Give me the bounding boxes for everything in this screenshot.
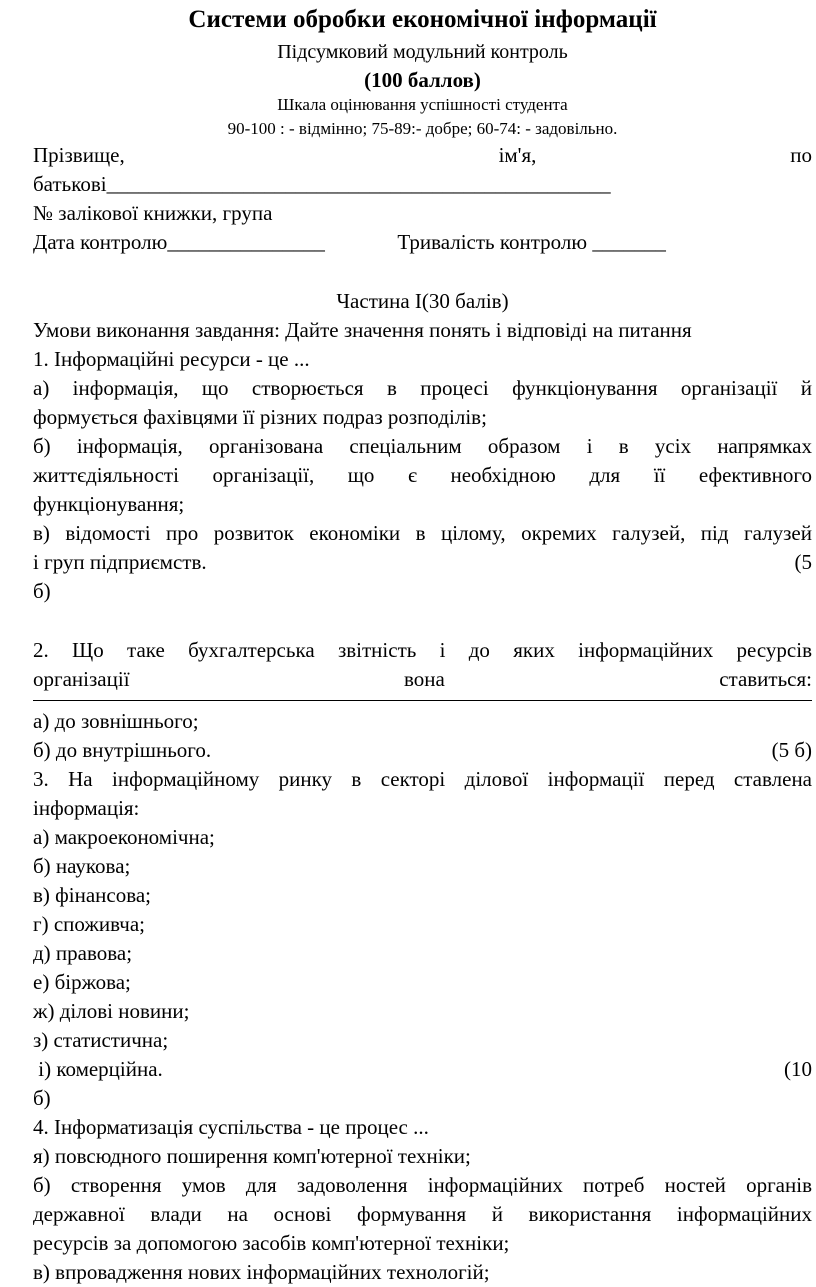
q1-option-c-line2-row — [33, 548, 812, 577]
duration-blank: _______ — [592, 230, 666, 254]
document-subtitle: Підсумковий модульний контроль — [277, 41, 568, 63]
date-blank: _______________ — [167, 230, 325, 254]
question-4: 4. Інформатизація суспільства - це процес ... — [33, 1115, 429, 1139]
spacer — [33, 606, 812, 636]
q1-score-end: б) — [33, 579, 51, 603]
q1-option-a-line1: а) інформація, що створюється в процесі функціонування організації й — [33, 376, 812, 400]
part-heading: Частина І(30 балів) — [336, 289, 509, 313]
question-1: 1. Інформаційні ресурси - це ... — [33, 347, 310, 371]
record-book-label: № залікової книжки, група — [33, 201, 273, 225]
q3-option: д) правова; — [33, 941, 133, 965]
q3-option: в) фінансова; — [33, 883, 152, 907]
q4-option-b-line2: державної влади на основі формування й використання інформаційних — [33, 1202, 812, 1226]
name-label: ім'я, — [498, 143, 537, 167]
question-3-line1: 3. На інформаційному ринку в секторі ділової інформації перед ставлена — [33, 767, 812, 791]
document-title: Системи обробки економічної інформації — [188, 6, 657, 33]
patronymic-label-start: по — [790, 143, 812, 167]
question-3-line2: інформація: — [33, 796, 140, 820]
q3-option: а) макроекономічна; — [33, 825, 215, 849]
question-2-line1: 2. Що таке бухгалтерська звітність і до яких інформаційних ресурсів — [33, 638, 812, 662]
q4-option-a: я) повсюдного поширення комп'ютерної техніки; — [33, 1144, 471, 1168]
date-label: Дата контролю — [33, 230, 168, 254]
patronymic-label-end: батькові — [33, 172, 107, 196]
q4-option-b-line3: ресурсів за допомогою засобів комп'ютерної техніки; — [33, 1231, 510, 1255]
q3-option: ж) ділові новини; — [33, 999, 190, 1023]
q3-option: е) біржова; — [33, 970, 131, 994]
q4-option-b-line1: б) створення умов для задоволення інформаційних потреб ностей органів — [33, 1173, 812, 1197]
q2-option-b-row — [33, 736, 812, 765]
q3-option: з) статистична; — [33, 1028, 169, 1052]
patronymic-blank: ________________________________________________ — [106, 172, 611, 196]
q2-option-b: б) до внутрішнього. — [33, 738, 212, 762]
answer-line — [33, 700, 812, 701]
q1-option-a-line2: формується фахівцями її різних подраз розподілів; — [33, 405, 487, 429]
q2-word-3: ставиться: — [719, 667, 812, 691]
q4-option-c: в) впровадження нових інформаційних технологій; — [33, 1260, 490, 1284]
question-2-line2 — [33, 665, 812, 694]
q2-score: (5 б) — [771, 738, 812, 762]
q2-word-1: організації — [33, 667, 130, 691]
q3-last-option-row — [33, 1055, 812, 1084]
q1-option-c-line2: і груп підприємств. — [33, 550, 207, 574]
q3-option: б) наукова; — [33, 854, 131, 878]
grading-scale-title: Шкала оцінювання успішності студента — [277, 95, 568, 114]
q3-option-last: і) комерційна. — [33, 1057, 163, 1081]
q2-word-2: вона — [403, 667, 445, 691]
student-name-row — [33, 141, 812, 170]
surname-label: Прізвище, — [33, 143, 125, 167]
instructions: Умови виконання завдання: Дайте значення понять і відповіді на питання — [33, 318, 692, 342]
q3-score-end: б) — [33, 1086, 51, 1110]
duration-label: Тривалість контролю — [397, 230, 588, 254]
grading-scale: 90-100 : - відмінно; 75-89:- добре; 60-74: - задовільно. — [227, 119, 618, 138]
q2-option-a: а) до зовнішнього; — [33, 709, 199, 733]
q1-option-c-line1: в) відомості про розвиток економіки в цілому, окремих галузей, під галузей — [33, 521, 812, 545]
spacer — [33, 257, 812, 287]
q1-option-b-line1: б) інформація, організована спеціальним образом і в усіх напрямках — [33, 434, 812, 458]
date-duration-row — [33, 228, 812, 257]
q1-option-b-line2: життєдіяльності організації, що є необхідною для її ефективного — [33, 463, 812, 487]
patronymic-row — [33, 170, 812, 199]
q1-score-start: (5 — [794, 550, 812, 574]
q1-option-b-line3: функціонування; — [33, 492, 185, 516]
q3-score-start: (10 — [784, 1057, 812, 1081]
q3-option: г) споживча; — [33, 912, 145, 936]
total-points: (100 баллов) — [364, 68, 481, 92]
document-page — [0, 2, 816, 1284]
